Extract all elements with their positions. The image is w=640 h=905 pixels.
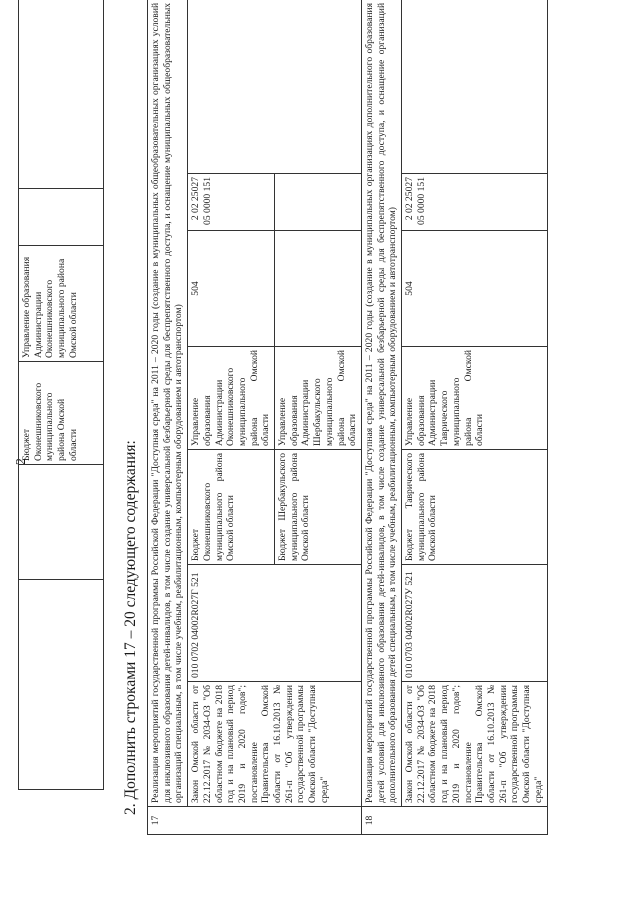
new-rows-table	[147, 0, 548, 835]
row-number: 17	[148, 807, 362, 835]
department-code: 504	[402, 231, 547, 347]
section-heading: 2. Дополнить строками 17 – 20 следующего содержания:	[122, 440, 139, 815]
budget-name: Бюджет Оконешниковского муниципального района Омской области	[188, 450, 275, 565]
budget-code: 010 0702 04002R027Г 521	[188, 565, 362, 682]
prev-row-empty-cell	[19, 189, 104, 246]
legal-basis: Закон Омской области от 22.12.2017 № 2034-ОЗ "Об областном бюджете на 2018 год и на плановый период 2019 и 2020 годов"; постановление Правительства Омской области от 16.10.2013 № 261-п "Об утверждении государственной программы Омской области "Доступная среда"	[402, 682, 547, 807]
department-code	[275, 231, 362, 347]
budget-name: Бюджет Шербакульского муниципального района Омской области	[275, 450, 362, 565]
income-code	[275, 174, 362, 231]
row-description: Реализация мероприятий государственной программы Российской Федерации "Доступная среда" на 2011 – 2020 годы (создание в муниципальных общеобразовательных организациях условий для инклюзивного образования детей-инвалидов, в том числе создание универсальной безбарьерной среды для беспрепятственного доступа, и оснащение муниципальных общеобразовательных организаций специальным, в том числе учебным, реабилитационным, компьютерным оборудованием и автотранспортом)	[148, 0, 188, 807]
prev-row-empty-cell	[19, 580, 104, 790]
prev-row-budget: Бюджет Оконешниковского муниципального района Омской области	[19, 362, 104, 465]
row-18-header	[361, 0, 401, 835]
prev-row-empty-cell	[19, 0, 104, 189]
income-code: 2 02 25027 05 0000 151	[188, 174, 275, 231]
income-code: 2 02 25027 05 0000 151	[402, 174, 547, 231]
manager-name: Управление образования Администрации Шербакульского муниципального района Омской области	[275, 347, 362, 450]
manager-name: Управление образования Администрации Таврического муниципального района Омской области	[402, 347, 547, 450]
row-17-header	[148, 0, 188, 835]
budget-code: 010 0703 04002R027У 521	[402, 565, 547, 682]
row-17-sub-1	[188, 0, 275, 835]
row-description: Реализация мероприятий государственной программы Российской Федерации "Доступная среда" на 2011 – 2020 годы (создание в муниципальных организациях дополнительного образования детей условий для инклюзивного образования детей-инвалидов, в том числе создание универсальной безбарьерной среды для беспрепятственного доступа, и оснащение организаций дополнительного образования детей специальным, в том числе учебным, реабилитационным, компьютерным оборудованием и автотранспортом)	[361, 0, 401, 807]
row-number: 18	[361, 807, 547, 835]
legal-basis: Закон Омской области от 22.12.2017 № 2034-ОЗ "Об областном бюджете на 2018 год и на плановый период 2019 и 2020 годов"; постановление Правительства Омской области от 16.10.2013 № 261-п "Об утверждении государственной программы Омской области "Доступная среда"	[188, 682, 362, 807]
previous-rows-table	[18, 0, 104, 790]
row-18-sub-1	[402, 0, 547, 835]
empty-cell	[402, 0, 547, 174]
empty-cell	[188, 0, 362, 174]
prev-row-manager: Управление образования Администрации Оконешниковского муниципального района Омской области	[19, 246, 104, 362]
budget-name: Бюджет Таврического муниципального района Омской области	[402, 450, 547, 565]
manager-name: Управление образования Администрации Оконешниковского муниципального района Омской области	[188, 347, 275, 450]
page-number: 2	[14, 458, 29, 465]
department-code: 504	[188, 231, 275, 347]
prev-row-empty-cell	[19, 465, 104, 580]
